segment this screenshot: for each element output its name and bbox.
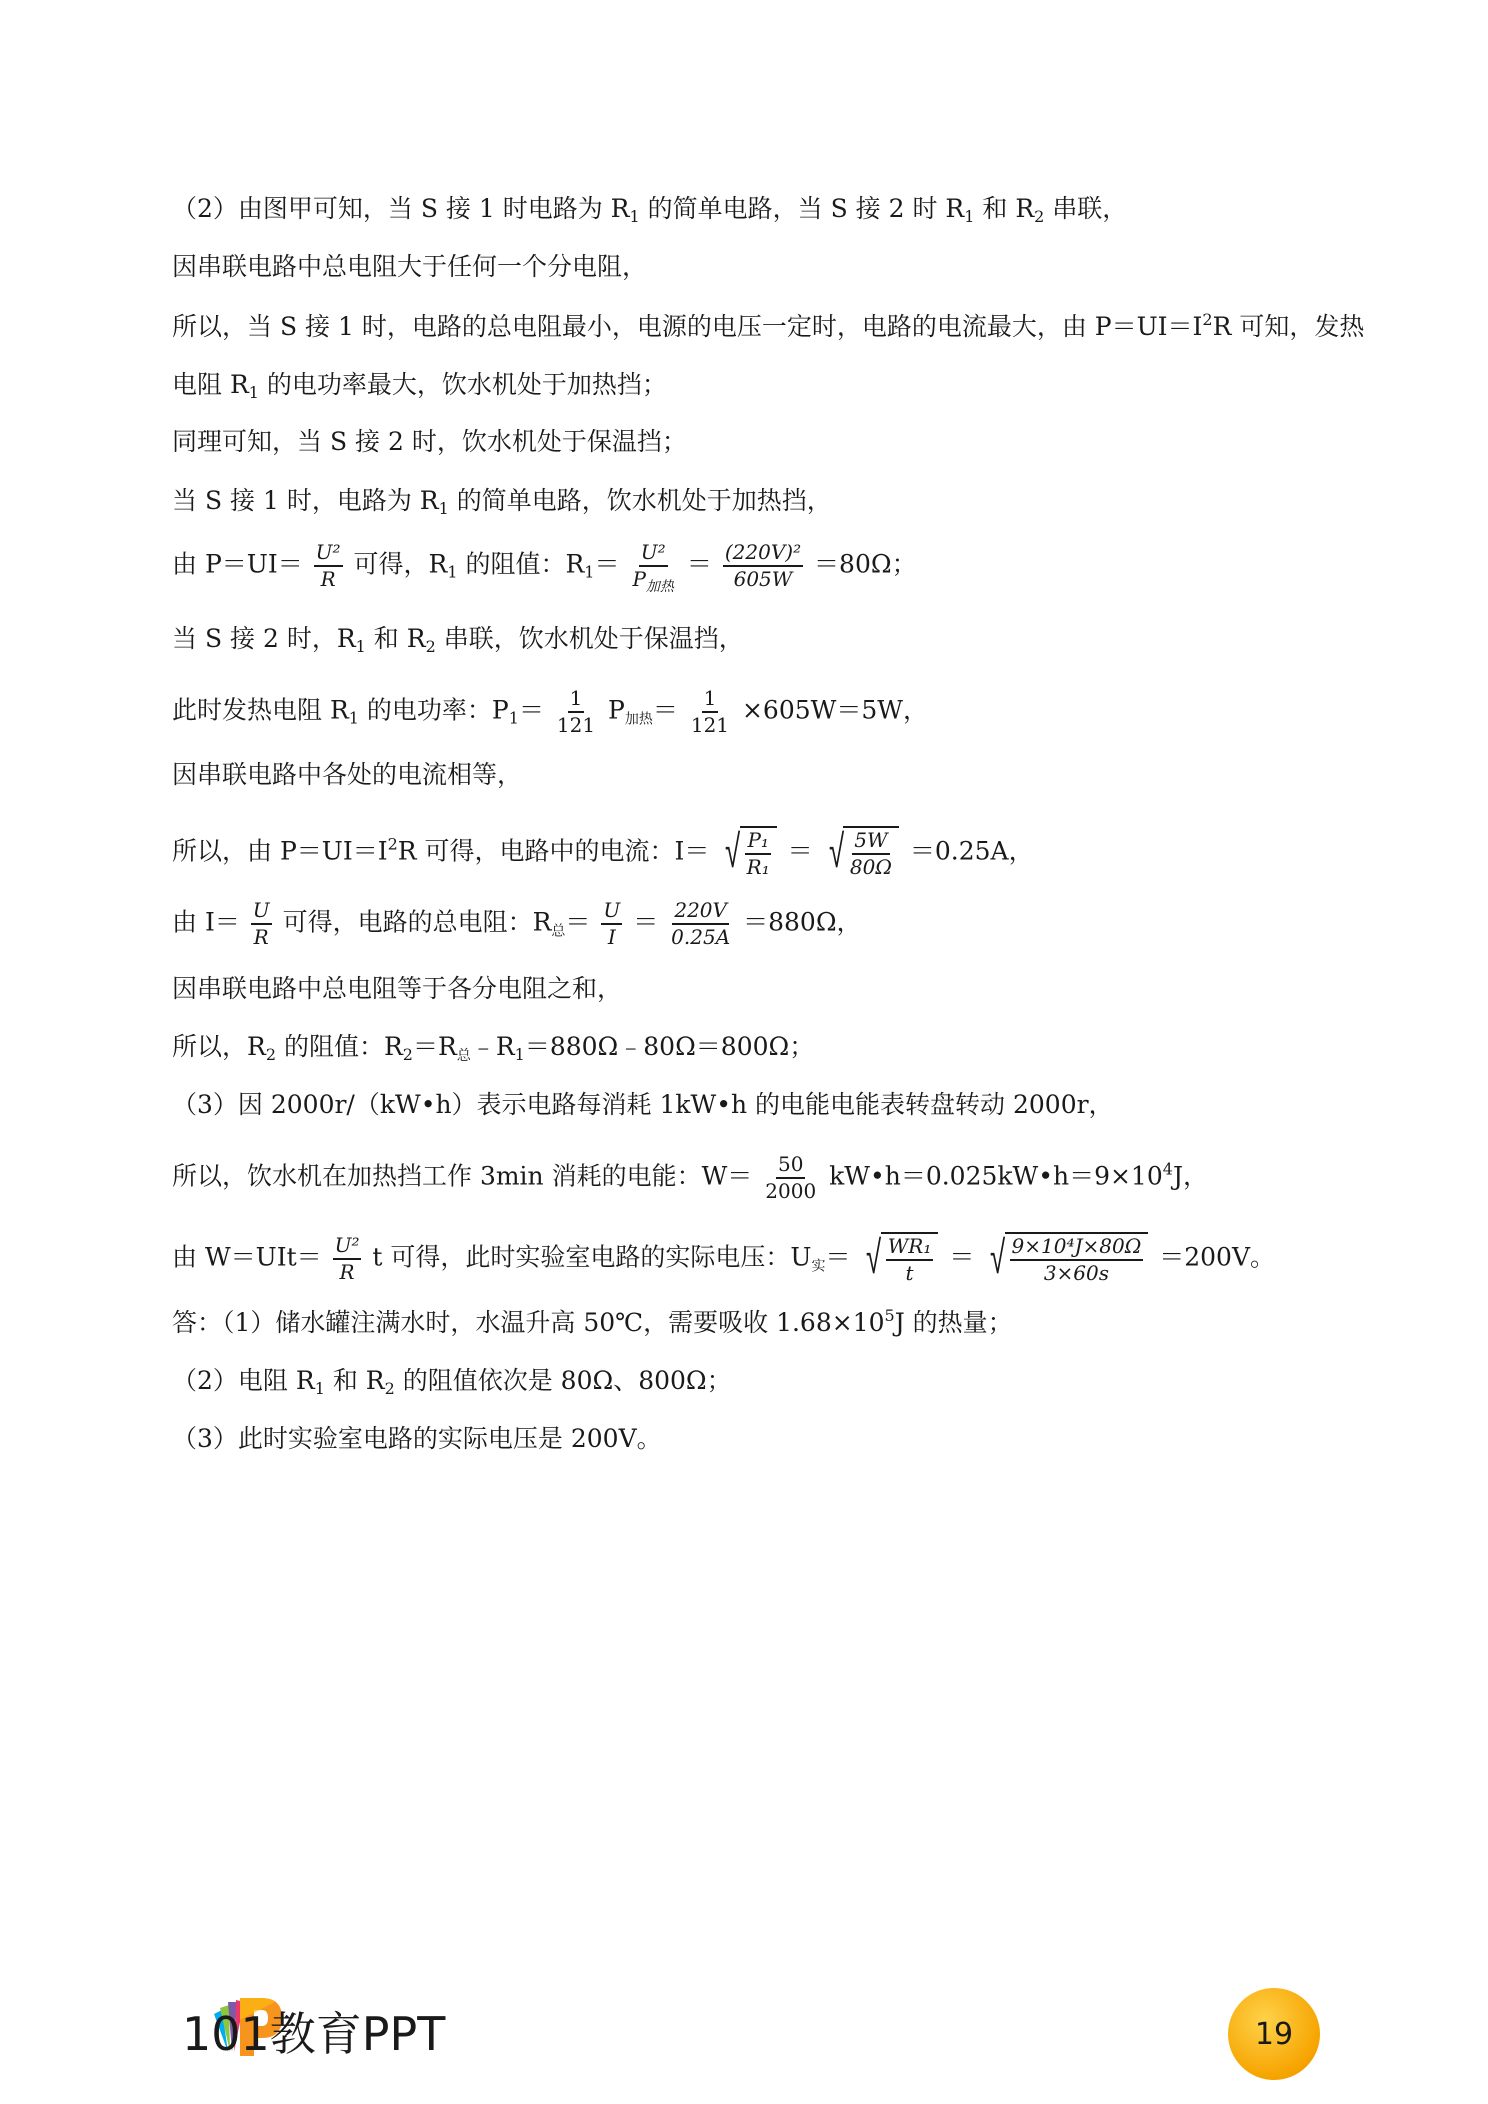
fraction: $\frac{\text{U²}}{R}$: [334, 1233, 360, 1284]
fraction: $\frac{1}{121}$: [556, 686, 596, 737]
text-paragraph: 所以，当 S 接 1 时，电路的总电阻最小，电源的电压一定时，电路的电流最大，由 $P=UI=I^2R$ 可知，发热电阻 $R_1$ 的电功率最大，饮水机处于加热挡；: [172, 310, 1365, 402]
square-root: √ $\frac{\text{WR₁}}{t}$: [861, 1232, 938, 1286]
formula-line: 此时发热电阻 $R_1$ 的电功率：$P_1=$ $\frac{1}{121}$ $P_{加热}=$ $\frac{1}{121}$ ×605W＝5W，: [172, 686, 928, 737]
answer-line: （3）此时实验室电路的实际电压是 200V。: [172, 1424, 662, 1453]
fraction: $\frac{\text{U²}}{R}$: [315, 540, 341, 591]
answer-line: 答：（1）储水罐注满水时，水温升高 50℃，需要吸收 $1.68\times 10^5J$ 的热量；: [172, 1306, 1013, 1337]
square-root: √ $\frac{\text{9×10⁴J×80Ω}}{3\times 60s}$: [985, 1232, 1148, 1286]
text-line: 同理可知，当 S 接 2 时，饮水机处于保温挡；: [172, 427, 687, 456]
fraction: $\frac{U}{R}$: [252, 898, 270, 949]
formula-line: 由 P＝UI＝ $\frac{\text{U²}}{R}$ 可得，$R_1$ 的阻值：$R_1=$ $\frac{\text{U²}}{P_{加热}}$ ＝ $\frac{\text{(220V)²}}{605W}$ ＝80Ω；: [172, 540, 917, 595]
formula-line: 由 W＝UIt＝ $\frac{\text{U²}}{R}$ t 可得，此时实验室电路的实际电压：$U_实=$ √ $\frac{\text{WR₁}}{t}$ ＝ √ $\frac{\text{9×10⁴J×80Ω}}{3\times 60s}$ ＝200V。: [172, 1230, 1276, 1285]
text-line: 当 S 接 2 时，$R_1$ 和 $R_2$ 串联，饮水机处于保温挡，: [172, 624, 744, 656]
fraction: $\frac{\text{U²}}{P_{加热}}$: [632, 540, 674, 595]
text-line: 因串联电路中总电阻等于各分电阻之和，: [172, 974, 623, 1003]
formula-line: 所以，饮水机在加热挡工作 3min 消耗的电能：W＝ $\frac{50}{2000}$ $kW•h=0.025kW•h=9\times 10^4J$，: [172, 1152, 1208, 1203]
text-line: 所以，$R_2$ 的阻值：$R_2=R_总﹣R_1=880\Omega﹣80\Omega=800\Omega$；: [172, 1032, 815, 1064]
formula-line: 所以，由 $P=UI=I^2R$ 可得，电路中的电流：I＝ √ $\frac{\text{P₁}}{\text{R₁}}$ ＝ √ $\frac{5W}{80\Omega}$ ＝0.25A，: [172, 824, 1034, 879]
square-root: √ $\frac{\text{P₁}}{\text{R₁}}$: [720, 826, 776, 880]
answer-line: （2）电阻 $R_1$ 和 $R_2$ 的阻值依次是 80Ω、800Ω；: [172, 1366, 732, 1398]
text-line: 因串联电路中总电阻大于任何一个分电阻，: [172, 252, 648, 281]
formula-line: 由 I＝ $\frac{U}{R}$ 可得，电路的总电阻：$R_总=$ $\frac{U}{I}$ ＝ $\frac{220V}{0.25A}$ ＝880Ω，: [172, 898, 862, 949]
text-line: 当 S 接 1 时，电路为 $R_1$ 的简单电路，饮水机处于加热挡，: [172, 486, 832, 518]
text-line: 因串联电路中各处的电流相等，: [172, 760, 523, 789]
page-number-badge: 19: [1228, 1988, 1320, 2080]
square-root: √ $\frac{5W}{80\Omega}$: [824, 826, 899, 880]
text-line: （3）因 2000r/（kW•h）表示电路每消耗 1kW•h 的电能电能表转盘转动 2000r，: [172, 1090, 1114, 1119]
fraction: $\frac{220V}{0.25A}$: [671, 898, 731, 949]
fraction: $\frac{U}{I}$: [603, 898, 621, 949]
fraction: $\frac{\text{(220V)²}}{605W}$: [724, 540, 802, 591]
brand-name: 101教育PPT: [182, 2007, 446, 2061]
fraction: $\frac{50}{2000}$: [765, 1152, 817, 1203]
text-line: （2）由图甲可知，当 S 接 1 时电路为 $R_1$ 的简单电路，当 S 接 2 时 $R_1$ 和 $R_2$ 串联，: [172, 194, 1128, 226]
fraction: $\frac{1}{121}$: [690, 686, 730, 737]
